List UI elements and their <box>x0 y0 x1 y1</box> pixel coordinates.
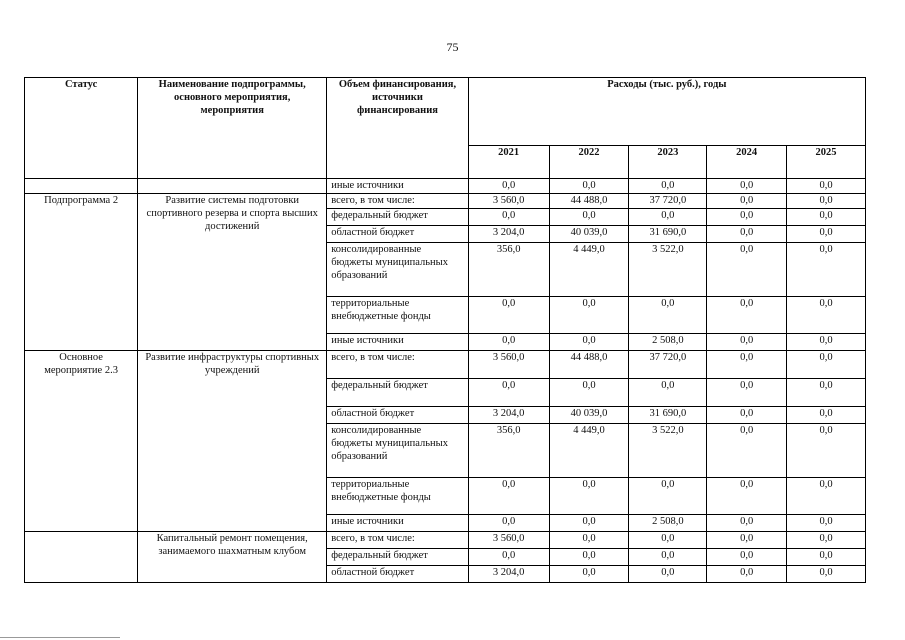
amount-cell: 0,0 <box>787 478 866 515</box>
scan-edge-line <box>0 637 120 638</box>
amount-cell: 0,0 <box>707 478 787 515</box>
funding-source-cell: областной бюджет <box>327 226 469 243</box>
amount-cell: 356,0 <box>468 243 549 297</box>
amount-cell: 0,0 <box>468 209 549 226</box>
amount-cell: 2 508,0 <box>629 334 707 351</box>
amount-cell: 0,0 <box>787 424 866 478</box>
amount-cell: 0,0 <box>787 566 866 583</box>
amount-cell: 0,0 <box>629 532 707 549</box>
amount-cell: 0,0 <box>629 478 707 515</box>
funding-source-cell: всего, в том числе: <box>327 194 469 209</box>
amount-cell: 0,0 <box>549 209 629 226</box>
amount-cell: 3 560,0 <box>468 351 549 379</box>
amount-cell: 0,0 <box>549 566 629 583</box>
amount-cell: 0,0 <box>707 549 787 566</box>
amount-cell: 3 560,0 <box>468 532 549 549</box>
funding-source-cell: федеральный бюджет <box>327 549 469 566</box>
amount-cell: 0,0 <box>707 566 787 583</box>
amount-cell: 0,0 <box>629 379 707 407</box>
amount-cell: 3 204,0 <box>468 566 549 583</box>
amount-cell: 0,0 <box>787 351 866 379</box>
amount-cell: 0,0 <box>629 297 707 334</box>
header-name: Наименование подпрограммы, основного мероприятия, мероприятия <box>138 78 327 179</box>
table-row <box>25 351 866 379</box>
amount-cell: 0,0 <box>707 379 787 407</box>
funding-source-cell: всего, в том числе: <box>327 351 469 379</box>
amount-cell: 0,0 <box>787 179 866 194</box>
funding-source-cell: консолидированные бюджеты муниципальных образований <box>327 243 469 297</box>
amount-cell: 0,0 <box>549 515 629 532</box>
amount-cell: 0,0 <box>549 549 629 566</box>
amount-cell: 0,0 <box>787 532 866 549</box>
amount-cell: 0,0 <box>707 209 787 226</box>
amount-cell: 0,0 <box>629 566 707 583</box>
header-year: 2022 <box>549 146 629 179</box>
program-name-cell: Развитие системы подготовки спортивного резерва и спорта высших достижений <box>138 194 327 351</box>
amount-cell: 0,0 <box>707 515 787 532</box>
amount-cell: 0,0 <box>707 407 787 424</box>
amount-cell: 0,0 <box>707 179 787 194</box>
budget-table <box>24 77 866 583</box>
table-header <box>25 78 866 179</box>
amount-cell: 0,0 <box>707 297 787 334</box>
table-row <box>25 179 866 194</box>
amount-cell: 3 204,0 <box>468 226 549 243</box>
amount-cell: 0,0 <box>787 297 866 334</box>
amount-cell: 0,0 <box>707 532 787 549</box>
header-year: 2023 <box>629 146 707 179</box>
amount-cell: 0,0 <box>787 379 866 407</box>
amount-cell: 0,0 <box>707 424 787 478</box>
funding-source-cell: иные источники <box>327 334 469 351</box>
funding-source-cell: федеральный бюджет <box>327 379 469 407</box>
amount-cell: 0,0 <box>787 407 866 424</box>
funding-source-cell: иные источники <box>327 179 469 194</box>
header-expenses: Расходы (тыс. руб.), годы <box>468 78 865 146</box>
amount-cell: 0,0 <box>549 532 629 549</box>
amount-cell: 0,0 <box>468 334 549 351</box>
amount-cell: 40 039,0 <box>549 407 629 424</box>
status-cell <box>25 179 138 194</box>
amount-cell: 0,0 <box>629 179 707 194</box>
amount-cell: 0,0 <box>549 334 629 351</box>
amount-cell: 3 204,0 <box>468 407 549 424</box>
amount-cell: 0,0 <box>707 226 787 243</box>
amount-cell: 0,0 <box>787 515 866 532</box>
amount-cell: 44 488,0 <box>549 351 629 379</box>
amount-cell: 37 720,0 <box>629 351 707 379</box>
funding-source-cell: областной бюджет <box>327 566 469 583</box>
amount-cell: 0,0 <box>787 209 866 226</box>
table-body <box>25 179 866 583</box>
amount-cell: 0,0 <box>549 478 629 515</box>
header-volume: Объем финансирования, источники финансирования <box>327 78 469 179</box>
amount-cell: 0,0 <box>468 379 549 407</box>
funding-source-cell: иные источники <box>327 515 469 532</box>
funding-source-cell: федеральный бюджет <box>327 209 469 226</box>
amount-cell: 0,0 <box>468 179 549 194</box>
amount-cell: 356,0 <box>468 424 549 478</box>
funding-source-cell: территориальные внебюджетные фонды <box>327 478 469 515</box>
amount-cell: 0,0 <box>629 209 707 226</box>
amount-cell: 0,0 <box>468 549 549 566</box>
amount-cell: 0,0 <box>549 379 629 407</box>
header-year: 2025 <box>787 146 866 179</box>
amount-cell: 0,0 <box>787 549 866 566</box>
amount-cell: 0,0 <box>707 243 787 297</box>
program-name-cell <box>138 179 327 194</box>
page-number: 75 <box>446 40 459 54</box>
funding-source-cell: консолидированные бюджеты муниципальных образований <box>327 424 469 478</box>
amount-cell: 0,0 <box>787 226 866 243</box>
header-status: Статус <box>25 78 138 179</box>
amount-cell: 3 522,0 <box>629 424 707 478</box>
status-cell <box>25 532 138 583</box>
amount-cell: 4 449,0 <box>549 243 629 297</box>
amount-cell: 31 690,0 <box>629 407 707 424</box>
amount-cell: 37 720,0 <box>629 194 707 209</box>
amount-cell: 31 690,0 <box>629 226 707 243</box>
funding-source-cell: областной бюджет <box>327 407 469 424</box>
status-cell: Основное мероприятие 2.3 <box>25 351 138 532</box>
funding-source-cell: территориальные внебюджетные фонды <box>327 297 469 334</box>
amount-cell: 0,0 <box>629 549 707 566</box>
amount-cell: 44 488,0 <box>549 194 629 209</box>
amount-cell: 0,0 <box>787 194 866 209</box>
program-name-cell: Развитие инфраструктуры спортивных учреждений <box>138 351 327 532</box>
header-year: 2024 <box>707 146 787 179</box>
amount-cell: 0,0 <box>549 297 629 334</box>
amount-cell: 4 449,0 <box>549 424 629 478</box>
program-name-cell: Капитальный ремонт помещения, занимаемого шахматным клубом <box>138 532 327 583</box>
amount-cell: 3 522,0 <box>629 243 707 297</box>
amount-cell: 0,0 <box>787 334 866 351</box>
amount-cell: 40 039,0 <box>549 226 629 243</box>
table-row <box>25 532 866 549</box>
amount-cell: 0,0 <box>787 243 866 297</box>
amount-cell: 0,0 <box>468 478 549 515</box>
status-cell: Подпрограмма 2 <box>25 194 138 351</box>
amount-cell: 0,0 <box>707 351 787 379</box>
funding-source-cell: всего, в том числе: <box>327 532 469 549</box>
amount-cell: 0,0 <box>549 179 629 194</box>
amount-cell: 0,0 <box>707 334 787 351</box>
amount-cell: 3 560,0 <box>468 194 549 209</box>
amount-cell: 0,0 <box>468 515 549 532</box>
header-year: 2021 <box>468 146 549 179</box>
amount-cell: 0,0 <box>468 297 549 334</box>
table-row <box>25 194 866 209</box>
amount-cell: 2 508,0 <box>629 515 707 532</box>
amount-cell: 0,0 <box>707 194 787 209</box>
